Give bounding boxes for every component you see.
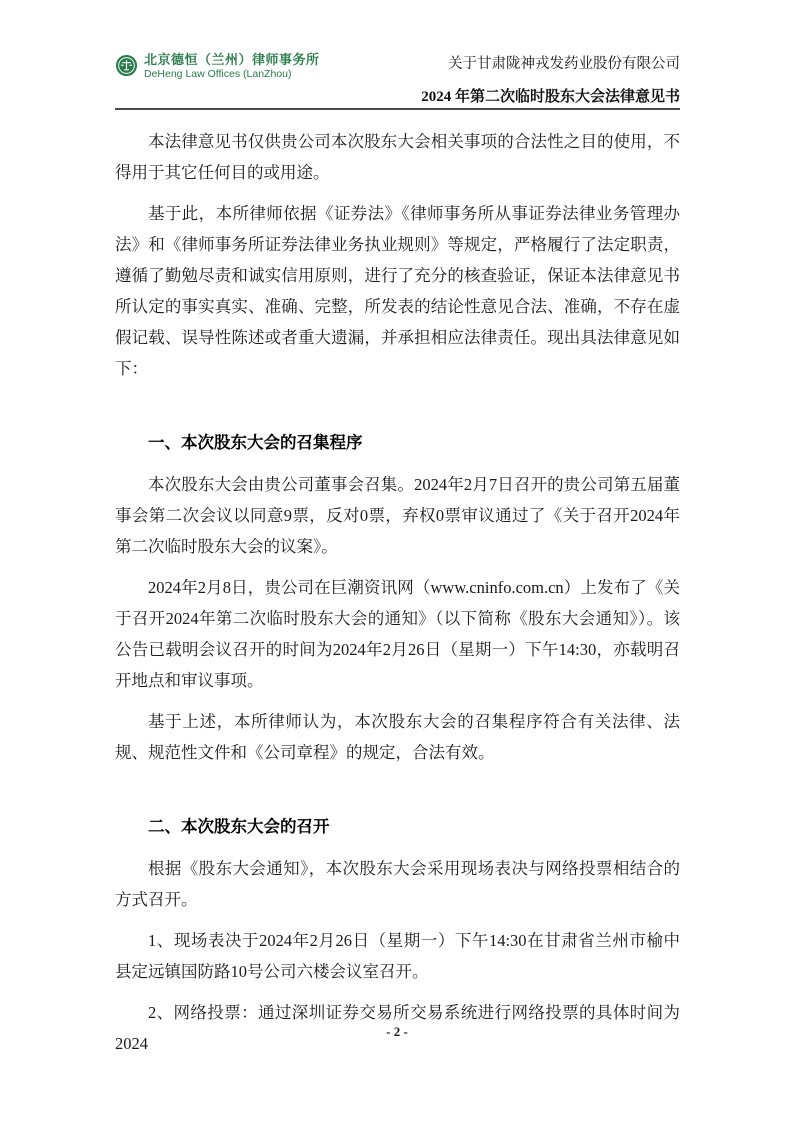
firm-name-english: DeHeng Law Offices (LanZhou) — [144, 68, 292, 81]
paragraph-meeting-method: 根据《股东大会通知》，本次股东大会采用现场表决与网络投票相结合的方式召开。 — [115, 859, 680, 909]
paragraph-section-1-conclusion: 基于上述，本所律师认为，本次股东大会的召集程序符合有关法律、法规、规范性文件和《公司章程》的规定，合法有效。 — [115, 712, 680, 762]
paragraph-scope-of-use: 本法律意见书仅供贵公司本次股东大会相关事项的合法性之目的使用，不得用于其它任何目的或用途。 — [115, 132, 680, 182]
paragraph-onsite-voting: 1、现场表决于2024年2月26日（星期一）下午14:30在甘肃省兰州市榆中县定远镇国防路10号公司六楼会议室召开。 — [115, 931, 680, 981]
document-header — [115, 52, 680, 108]
page-number: - 2 - — [386, 1024, 408, 1039]
firm-name-chinese: 北京德恒（兰州）律师事务所 — [144, 52, 320, 67]
law-firm-brand — [115, 52, 320, 81]
paragraph-meeting-notice: 2024年2月8日，贵公司在巨潮资讯网（www.cninfo.com.cn）上发布了《关于召开2024年第二次临时股东大会的通知》（以下简称《股东大会通知》）。该公告已载明会议召开的时间为2024年2月26日（星期一）下午14:30，亦载明召开地点和审议事项。 — [115, 578, 680, 690]
document-title-meeting: 2024 年第二次临时股东大会法律意见书 — [421, 89, 680, 105]
section-2-heading: 二、本次股东大会的召开 — [148, 818, 330, 836]
section-1-heading: 一、本次股东大会的召集程序 — [148, 434, 363, 452]
document-body — [115, 110, 680, 1059]
document-title — [421, 52, 680, 106]
document-title-company: 关于甘肃陇神戎发药业股份有限公司 — [448, 56, 680, 72]
paragraph-legal-basis: 基于此，本所律师依据《证券法》《律师事务所从事证券法律业务管理办法》和《律师事务所证券法律业务执业规则》等规定，严格履行了法定职责，遵循了勤勉尽责和诚实信用原则，进行了充分的核查验证，保证本法律意见书所认定的事实真实、准确、完整，所发表的结论性意见合法、准确，不存在虚假记载、误导性陈述或者重大遗漏，并承担相应法律责任。现出具法律意见如下： — [115, 204, 680, 378]
deheng-law-seal-icon — [115, 54, 138, 77]
paragraph-board-resolution: 本次股东大会由贵公司董事会召集。2024年2月7日召开的贵公司第五届董事会第二次会议以同意9票，反对0票，弃权0票审议通过了《关于召开2024年第二次临时股东大会的议案》。 — [115, 475, 680, 556]
paragraph-online-voting: 2、网络投票：通过深圳证券交易所交易系统进行网络投票的具体时间为2024 — [115, 1003, 680, 1053]
